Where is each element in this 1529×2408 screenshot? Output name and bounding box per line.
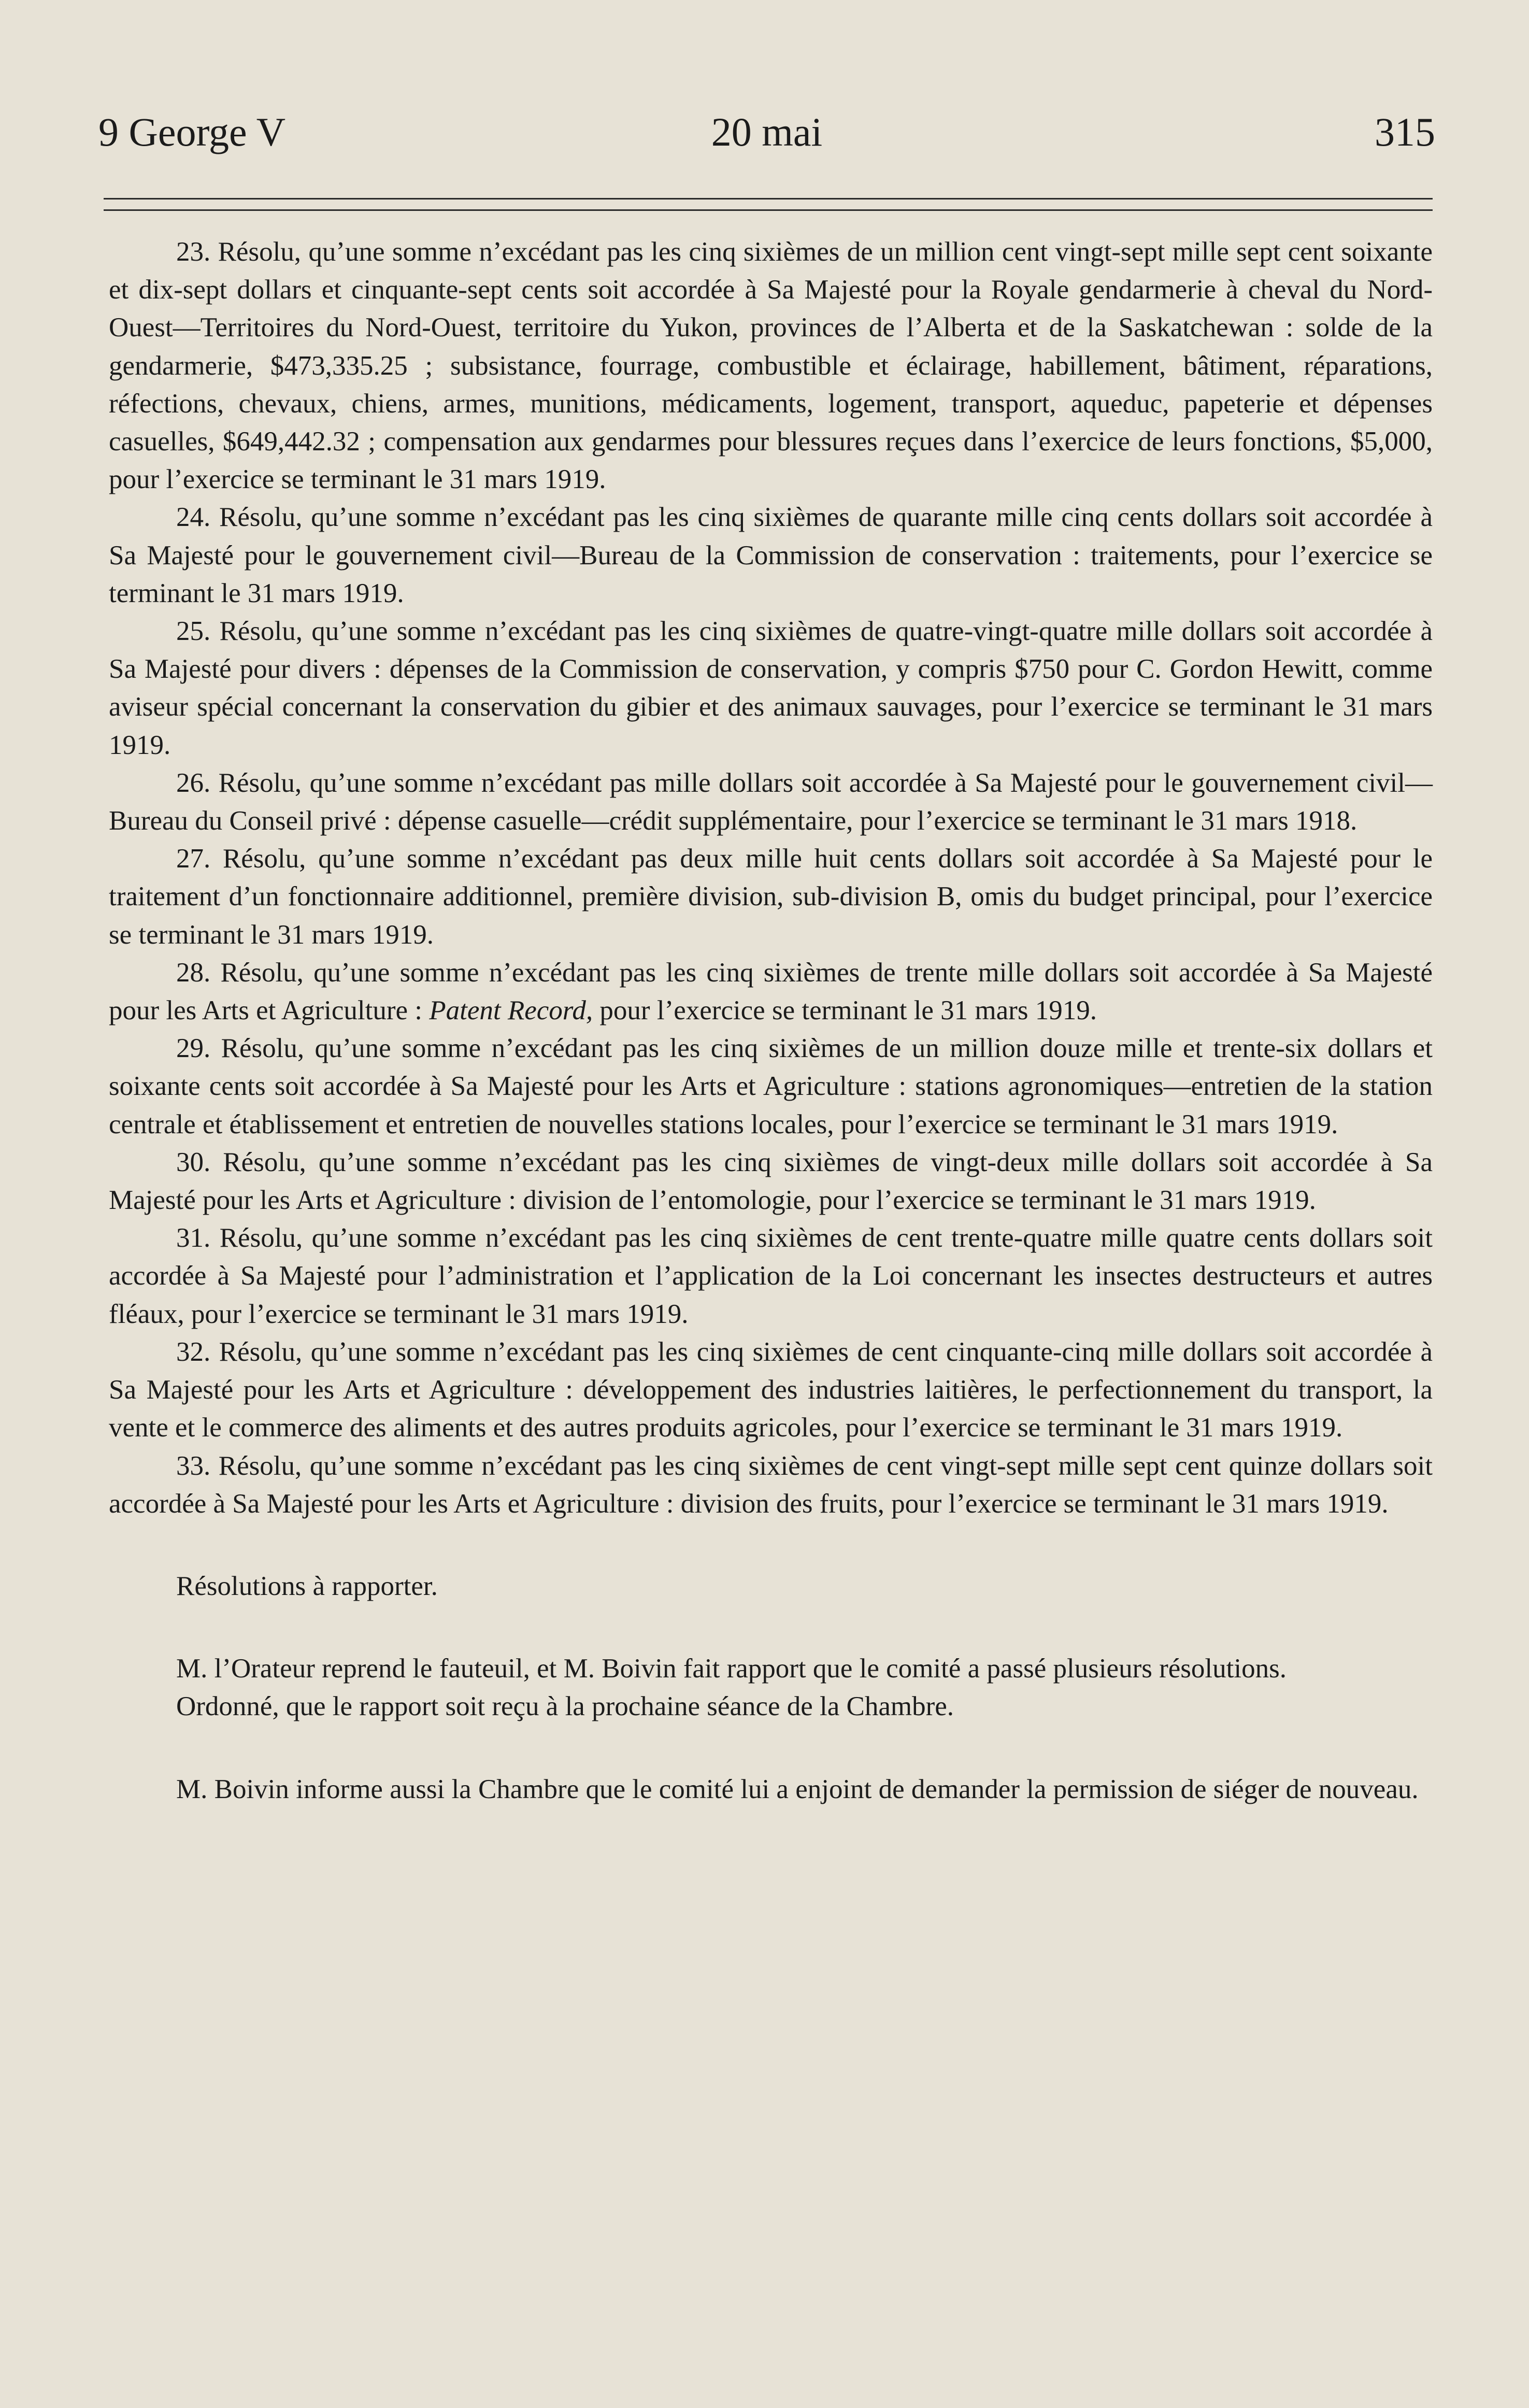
resolution-paragraph-30: 30. Résolu, qu’une somme n’excédant pas les cinq sixièmes de vingt-deux mille dollars soit accordée à Sa Majesté pour les Arts et Agriculture : division de l’entomologie, pour l’exercice se terminant le 31 mars 1919. — [109, 1147, 1433, 1216]
resolution-paragraph-23: 23. Résolu, qu’une somme n’excédant pas les cinq sixièmes de un million cent vingt-sept mille sept cent soixante et dix-sept dollars et cinquante-sept cents soit accordée à Sa Majesté pour la Royale gendarmerie à cheval du Nord-Ouest—Territoires du Nord-Ouest, territoire du Yukon, provinces de l’Alberta et de la Saskatchewan : solde de la gendarmerie, $473,335.25 ; subsistance, fourrage, combustible et éclairage, habillement, bâtiment, réparations, réfections, chevaux, chiens, armes, munitions, médicaments, logement, transport, aqueduc, papeterie et dépenses casuelles, $649,442.32 ; compensation aux gendarmes pour blessures reçues dans l’exercice de leurs fonctions, $5,000, pour l’exercice se terminant le 31 mars 1919. — [109, 237, 1433, 495]
page-header — [98, 109, 1435, 166]
header-regnal-year: 9 George V — [98, 109, 286, 154]
resolution-paragraph-32: 32. Résolu, qu’une somme n’excédant pas les cinq sixièmes de cent cinquante-cinq mille dollars soit accordée à Sa Majesté pour les Arts et Agriculture : développement des industries laitières, le perfectionnement du transport, la vente et le commerce des aliments et des autres produits agricoles, pour l’exercice se terminant le 31 mars 1919. — [109, 1336, 1433, 1443]
resolution-paragraph-31: 31. Résolu, qu’une somme n’excédant pas les cinq sixièmes de cent trente-quatre mille quatre cents dollars soit accordée à Sa Majesté pour l’administration et l’application de la Loi concernant les insectes destructeurs et autres fléaux, pour l’exercice se terminant le 31 mars 1919. — [109, 1223, 1433, 1329]
resolution-paragraph-26: 26. Résolu, qu’une somme n’excédant pas mille dollars soit accordée à Sa Majesté pour le gouvernement civil—Bureau du Conseil privé : dépense casuelle—crédit supplémentaire, pour l’exercice se terminant le 31 mars 1918. — [109, 767, 1433, 836]
resolution-paragraph-24: 24. Résolu, qu’une somme n’excédant pas les cinq sixièmes de quarante mille cinq cents dollars soit accordée à Sa Majesté pour le gouvernement civil—Bureau de la Commission de conservation : traitements, pour l’exercice se terminant le 31 mars 1919. — [109, 502, 1433, 608]
closing-paragraph-ordered: Ordonné, que le rapport soit reçu à la prochaine séance de la Chambre. — [176, 1691, 954, 1722]
resolution-paragraph-28 — [109, 954, 1433, 1030]
resolution-28-text-after: pour l’exercice se terminant le 31 mars 1919. — [593, 995, 1097, 1026]
resolution-paragraph-33: 33. Résolu, qu’une somme n’excédant pas les cinq sixièmes de cent vingt-sept mille sept cent quinze dollars soit accordée à Sa Majesté pour les Arts et Agriculture : division des fruits, pour l’exercice se terminant le 31 mars 1919. — [109, 1450, 1433, 1519]
body-text — [109, 233, 1433, 1808]
header-date: 20 mai — [711, 109, 823, 154]
page-number: 315 — [1375, 109, 1435, 154]
resolution-28-text-before: 28. Résolu, qu’une somme n’excédant pas les cinq sixièmes de trente mille dollars soit accordée à Sa Majesté pour les Arts et Agriculture : — [109, 957, 1433, 1026]
closing-paragraph-report: M. l’Orateur reprend le fauteuil, et M. Boivin fait rapport que le comité a passé plusieurs résolutions. — [176, 1654, 1287, 1684]
closing-paragraph-permission: M. Boivin informe aussi la Chambre que le comité lui a enjoint de demander la permission de siéger de nouveau. — [176, 1774, 1419, 1804]
resolution-paragraph-29: 29. Résolu, qu’une somme n’excédant pas les cinq sixièmes de un million douze mille et trente-six dollars et soixante cents soit accordée à Sa Majesté pour les Arts et Agriculture : stations agronomiques—entretien de la station centrale et établissement et entretien de nouvelles stations locales, pour l’exercice se terminant le 31 mars 1919. — [109, 1033, 1433, 1139]
resolution-paragraph-25: 25. Résolu, qu’une somme n’excédant pas les cinq sixièmes de quatre-vingt-quatre mille dollars soit accordée à Sa Majesté pour divers : dépenses de la Commission de conservation, y compris $750 pour C. Gordon Hewitt, comme aviseur spécial concernant la conservation du gibier et des animaux sauvages, pour l’exercice se terminant le 31 mars 1919. — [109, 616, 1433, 760]
header-rule-bottom — [104, 209, 1433, 211]
section-title: Résolutions à rapporter. — [176, 1571, 438, 1601]
resolution-28-italic-title: Patent Record, — [429, 995, 593, 1026]
header-rule-top — [104, 198, 1433, 200]
resolution-paragraph-27: 27. Résolu, qu’une somme n’excédant pas deux mille huit cents dollars soit accordée à Sa Majesté pour le traitement d’un fonctionnaire additionnel, première division, sub-division B, omis du budget principal, pour l’exercice se terminant le 31 mars 1919. — [109, 844, 1433, 950]
